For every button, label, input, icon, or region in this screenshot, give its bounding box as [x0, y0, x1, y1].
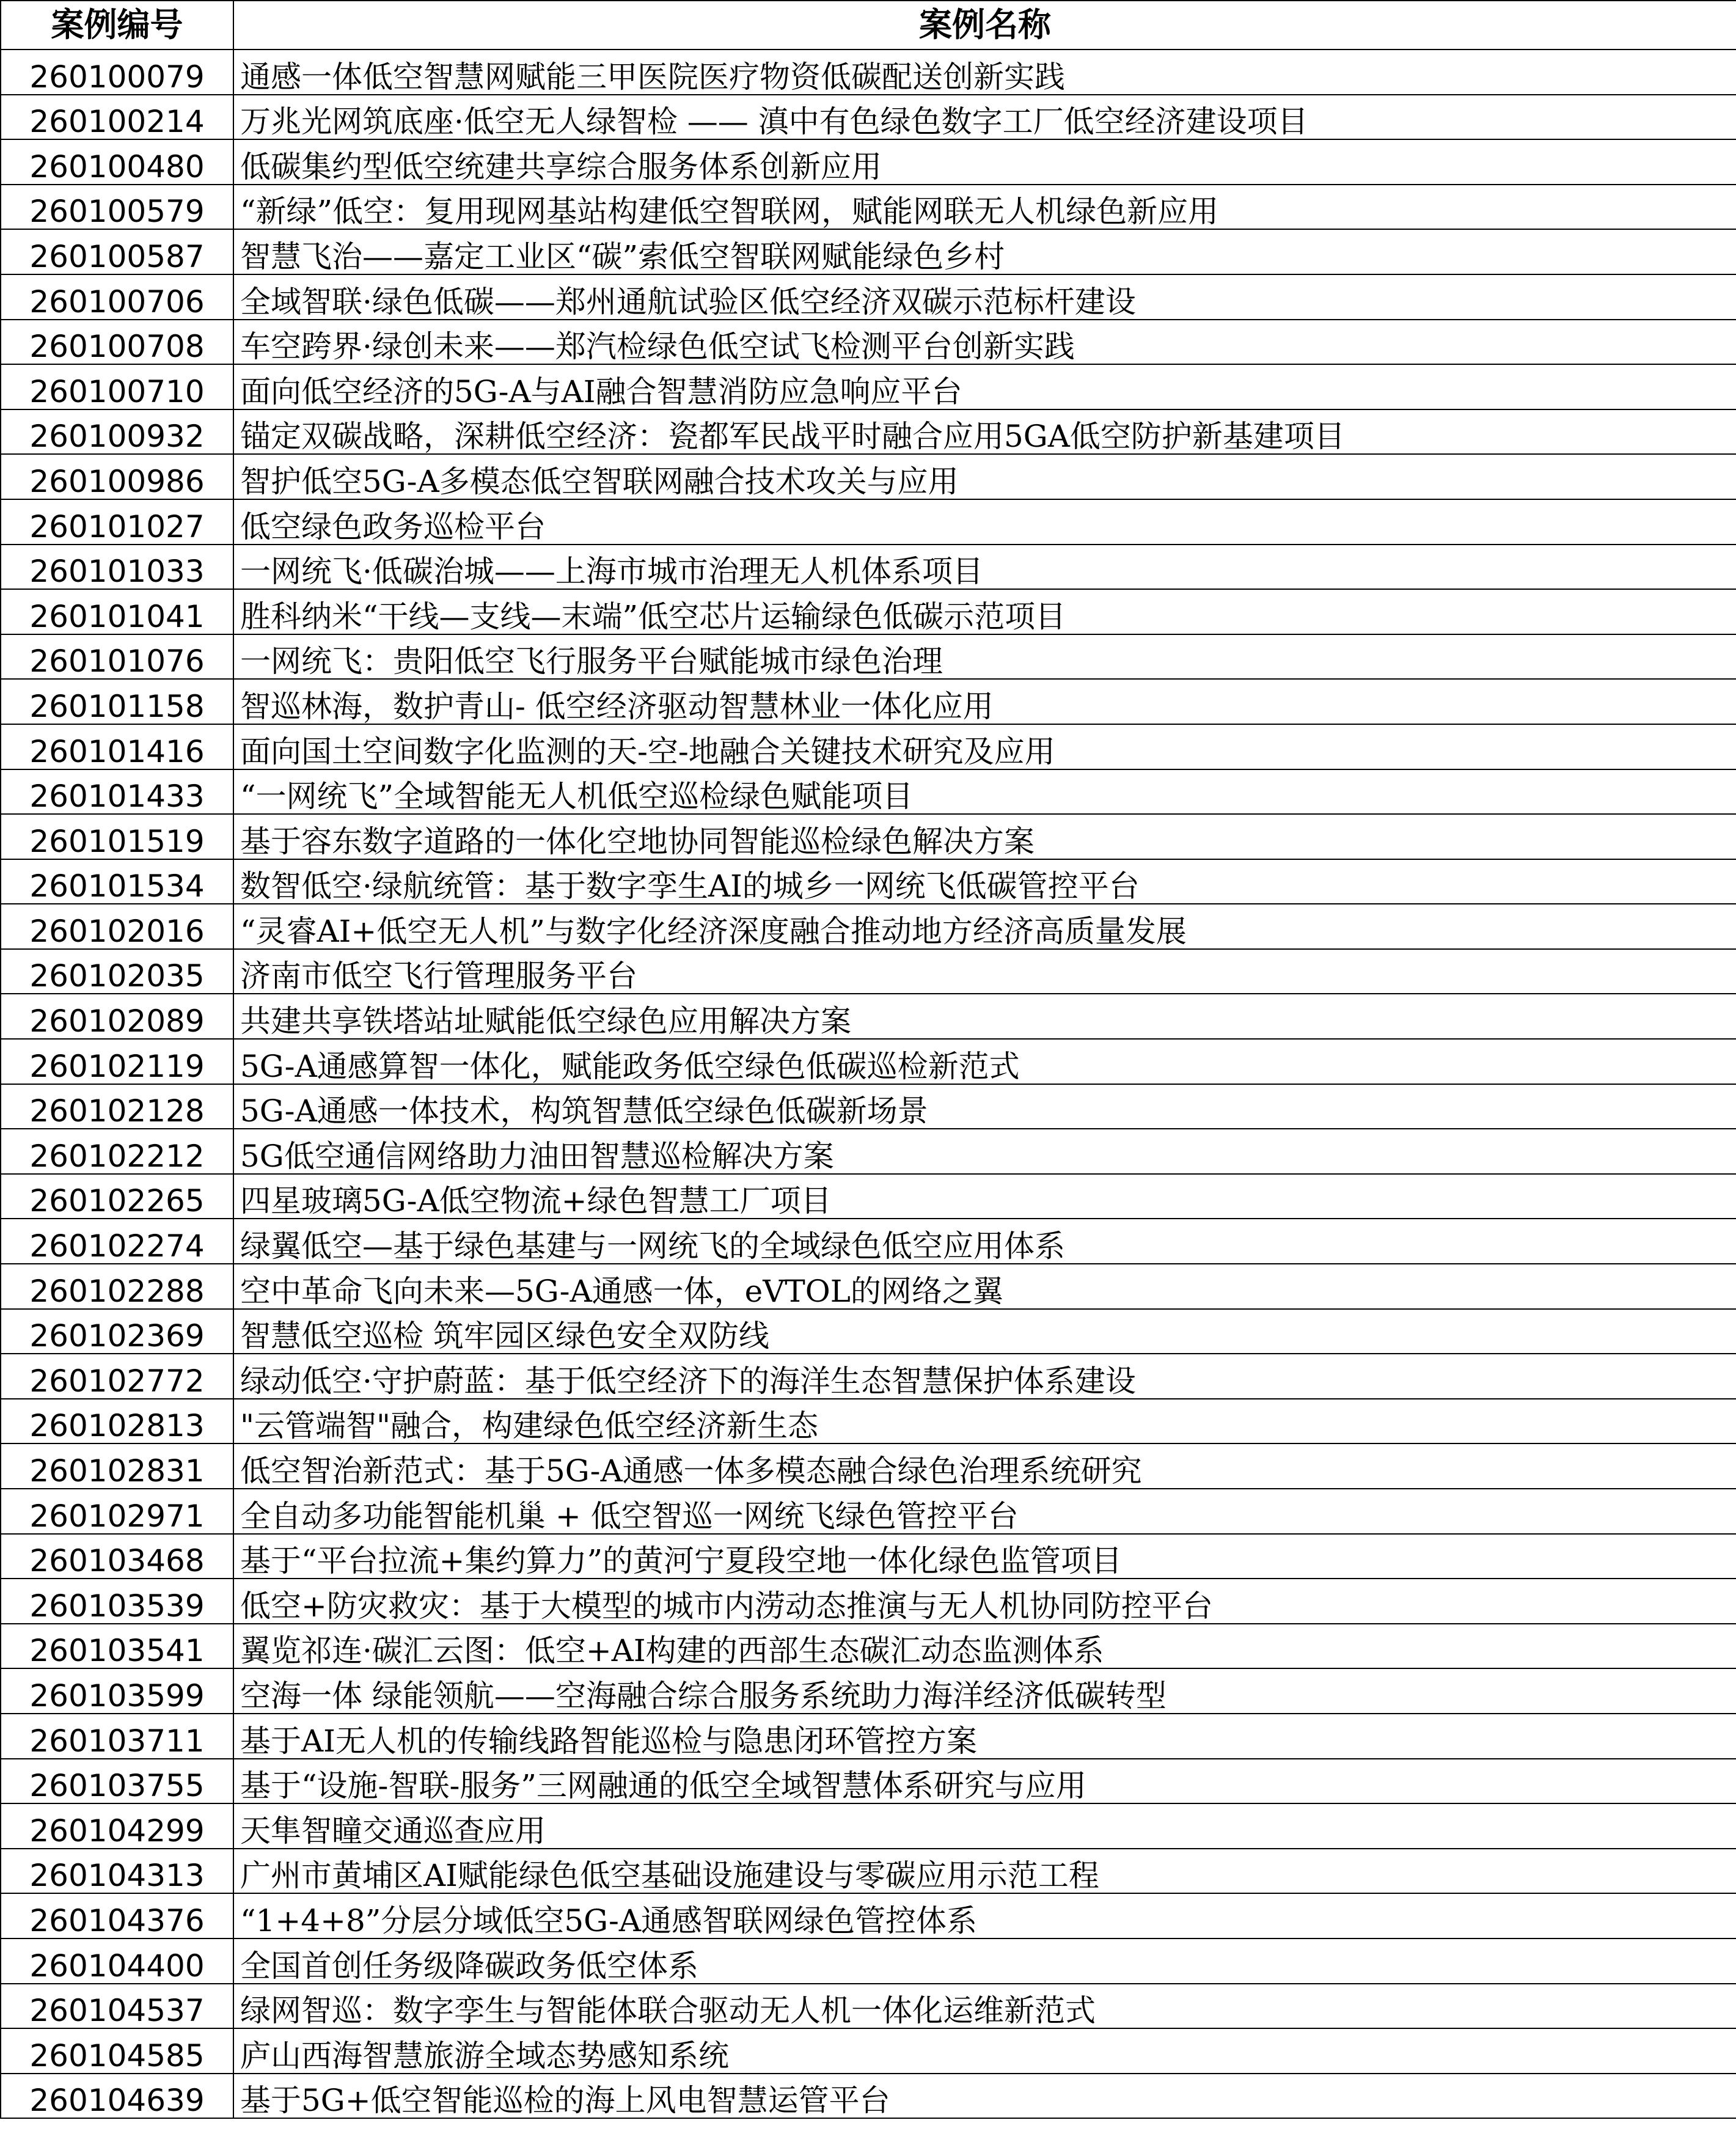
case-id-cell: 260101033 — [1, 545, 233, 590]
case-id-cell: 260103539 — [1, 1579, 233, 1624]
case-id-cell: 260102128 — [1, 1084, 233, 1129]
case-id-cell: 260102212 — [1, 1129, 233, 1174]
table-row — [1, 1354, 1736, 1399]
table-row — [1, 2074, 1736, 2119]
case-name-cell: 绿翼低空—基于绿色基建与一网统飞的全域绿色低空应用体系 — [233, 1219, 1736, 1264]
case-name-cell: 翼览祁连·碳汇云图：低空+AI构建的西部生态碳汇动态监测体系 — [233, 1624, 1736, 1669]
case-name-cell: 面向低空经济的5G-A与AI融合智慧消防应急响应平台 — [233, 364, 1736, 409]
case-id-cell: 260104537 — [1, 1984, 233, 2029]
table-row — [1, 2028, 1736, 2074]
case-name-cell: 基于“平台拉流+集约算力”的黄河宁夏段空地一体化绿色监管项目 — [233, 1534, 1736, 1579]
table-row — [1, 634, 1736, 680]
case-id-cell: 260100214 — [1, 95, 233, 140]
table-row — [1, 949, 1736, 994]
case-name-cell: 车空跨界·绿创未来——郑汽检绿色低空试飞检测平台创新实践 — [233, 320, 1736, 365]
case-id-cell: 260100708 — [1, 320, 233, 365]
case-id-cell: 260102971 — [1, 1489, 233, 1534]
table-row — [1, 1219, 1736, 1264]
table-row — [1, 1039, 1736, 1084]
table-row — [1, 1399, 1736, 1444]
table-row — [1, 1938, 1736, 1984]
case-name-cell: 空海一体 绿能领航——空海融合综合服务系统助力海洋经济低碳转型 — [233, 1668, 1736, 1714]
header-case-id: 案例编号 — [1, 1, 233, 50]
case-name-cell: “新绿”低空：复用现网基站构建低空智联网，赋能网联无人机绿色新应用 — [233, 185, 1736, 230]
case-name-cell: 一网统飞：贵阳低空飞行服务平台赋能城市绿色治理 — [233, 634, 1736, 680]
case-name-cell: 庐山西海智慧旅游全域态势感知系统 — [233, 2028, 1736, 2074]
case-id-cell: 260101027 — [1, 499, 233, 545]
case-name-cell: “一网统飞”全域智能无人机低空巡检绿色赋能项目 — [233, 769, 1736, 815]
table-row — [1, 1579, 1736, 1624]
table-row — [1, 1264, 1736, 1309]
case-id-cell: 260102016 — [1, 904, 233, 949]
table-row — [1, 50, 1736, 95]
table-row — [1, 1489, 1736, 1534]
case-name-cell: 智巡林海，数护青山- 低空经济驱动智慧林业一体化应用 — [233, 679, 1736, 724]
table-row — [1, 1714, 1736, 1759]
table-row — [1, 364, 1736, 409]
case-name-cell: 低碳集约型低空统建共享综合服务体系创新应用 — [233, 139, 1736, 185]
case-id-cell: 260101519 — [1, 814, 233, 859]
table-body — [1, 50, 1736, 2118]
case-name-cell: 5G-A通感一体技术，构筑智慧低空绿色低碳新场景 — [233, 1084, 1736, 1129]
case-name-cell: 5G-A通感算智一体化，赋能政务低空绿色低碳巡检新范式 — [233, 1039, 1736, 1084]
case-name-cell: 5G低空通信网络助力油田智慧巡检解决方案 — [233, 1129, 1736, 1174]
case-name-cell: "云管端智"融合，构建绿色低空经济新生态 — [233, 1399, 1736, 1444]
case-id-cell: 260104400 — [1, 1938, 233, 1984]
case-id-cell: 260102831 — [1, 1443, 233, 1489]
case-id-cell: 260101076 — [1, 634, 233, 680]
table-row — [1, 185, 1736, 230]
case-name-cell: 低空+防灾救灾：基于大模型的城市内涝动态推演与无人机协同防控平台 — [233, 1579, 1736, 1624]
case-id-cell: 260102089 — [1, 994, 233, 1039]
case-id-cell: 260102274 — [1, 1219, 233, 1264]
case-name-cell: 全国首创任务级降碳政务低空体系 — [233, 1938, 1736, 1984]
table-row — [1, 1443, 1736, 1489]
table-row — [1, 904, 1736, 949]
case-name-cell: 胜科纳米“干线—支线—末端”低空芯片运输绿色低碳示范项目 — [233, 589, 1736, 634]
case-id-cell: 260102369 — [1, 1309, 233, 1354]
table-row — [1, 139, 1736, 185]
table-row — [1, 1129, 1736, 1174]
table-row — [1, 1893, 1736, 1938]
case-name-cell: 智慧低空巡检 筑牢园区绿色安全双防线 — [233, 1309, 1736, 1354]
table-row — [1, 1174, 1736, 1219]
case-name-cell: 基于“设施-智联-服务”三网融通的低空全域智慧体系研究与应用 — [233, 1759, 1736, 1804]
table-row — [1, 545, 1736, 590]
case-id-cell: 260101416 — [1, 724, 233, 769]
case-id-cell: 260101433 — [1, 769, 233, 815]
table-row — [1, 1984, 1736, 2029]
table-row — [1, 589, 1736, 634]
table-row — [1, 1084, 1736, 1129]
table-row — [1, 769, 1736, 815]
case-name-cell: 济南市低空飞行管理服务平台 — [233, 949, 1736, 994]
table-row — [1, 229, 1736, 274]
case-id-cell: 260104585 — [1, 2028, 233, 2074]
case-id-cell: 260102265 — [1, 1174, 233, 1219]
table-row — [1, 1759, 1736, 1804]
case-id-cell: 260104313 — [1, 1849, 233, 1894]
table-row — [1, 1849, 1736, 1894]
header-case-name: 案例名称 — [233, 1, 1736, 50]
case-id-cell: 260103468 — [1, 1534, 233, 1579]
table-row — [1, 994, 1736, 1039]
case-id-cell: 260103541 — [1, 1624, 233, 1669]
case-name-cell: 基于5G+低空智能巡检的海上风电智慧运管平台 — [233, 2074, 1736, 2119]
case-id-cell: 260101158 — [1, 679, 233, 724]
case-id-cell: 260100480 — [1, 139, 233, 185]
table-row — [1, 409, 1736, 455]
case-name-cell: 低空智治新范式：基于5G-A通感一体多模态融合绿色治理系统研究 — [233, 1443, 1736, 1489]
case-name-cell: 基于容东数字道路的一体化空地协同智能巡检绿色解决方案 — [233, 814, 1736, 859]
table-row — [1, 859, 1736, 904]
case-name-cell: 广州市黄埔区AI赋能绿色低空基础设施建设与零碳应用示范工程 — [233, 1849, 1736, 1894]
case-name-cell: 天隼智瞳交通巡查应用 — [233, 1803, 1736, 1849]
table-row — [1, 320, 1736, 365]
table-row — [1, 454, 1736, 499]
case-name-cell: 一网统飞·低碳治城——上海市城市治理无人机体系项目 — [233, 545, 1736, 590]
case-name-cell: “灵睿AI+低空无人机”与数字化经济深度融合推动地方经济高质量发展 — [233, 904, 1736, 949]
case-id-cell: 260102288 — [1, 1264, 233, 1309]
table-row — [1, 1668, 1736, 1714]
case-id-cell: 260100706 — [1, 274, 233, 320]
case-name-cell: 全自动多功能智能机巢 + 低空智巡一网统飞绿色管控平台 — [233, 1489, 1736, 1534]
table-row — [1, 499, 1736, 545]
case-id-cell: 260104299 — [1, 1803, 233, 1849]
case-id-cell: 260100579 — [1, 185, 233, 230]
case-id-cell: 260100710 — [1, 364, 233, 409]
table-row — [1, 1309, 1736, 1354]
table-row — [1, 814, 1736, 859]
case-name-cell: “1+4+8”分层分域低空5G-A通感智联网绿色管控体系 — [233, 1893, 1736, 1938]
case-name-cell: 面向国土空间数字化监测的天-空-地融合关键技术研究及应用 — [233, 724, 1736, 769]
table-row — [1, 274, 1736, 320]
table-row — [1, 95, 1736, 140]
case-name-cell: 共建共享铁塔站址赋能低空绿色应用解决方案 — [233, 994, 1736, 1039]
case-id-cell: 260100079 — [1, 50, 233, 95]
table-row — [1, 1534, 1736, 1579]
case-name-cell: 数智低空·绿航统管：基于数字孪生AI的城乡一网统飞低碳管控平台 — [233, 859, 1736, 904]
case-id-cell: 260104639 — [1, 2074, 233, 2119]
case-id-cell: 260103755 — [1, 1759, 233, 1804]
case-id-cell: 260102119 — [1, 1039, 233, 1084]
case-id-cell: 260102035 — [1, 949, 233, 994]
case-name-cell: 通感一体低空智慧网赋能三甲医院医疗物资低碳配送创新实践 — [233, 50, 1736, 95]
case-id-cell: 260100587 — [1, 229, 233, 274]
case-name-cell: 绿网智巡：数字孪生与智能体联合驱动无人机一体化运维新范式 — [233, 1984, 1736, 2029]
case-name-cell: 绿动低空·守护蔚蓝：基于低空经济下的海洋生态智慧保护体系建设 — [233, 1354, 1736, 1399]
table-row — [1, 724, 1736, 769]
case-name-cell: 智护低空5G-A多模态低空智联网融合技术攻关与应用 — [233, 454, 1736, 499]
table-row — [1, 1803, 1736, 1849]
case-id-cell: 260104376 — [1, 1893, 233, 1938]
case-id-cell: 260100932 — [1, 409, 233, 455]
case-name-cell: 基于AI无人机的传输线路智能巡检与隐患闭环管控方案 — [233, 1714, 1736, 1759]
case-name-cell: 低空绿色政务巡检平台 — [233, 499, 1736, 545]
case-name-cell: 万兆光网筑底座·低空无人绿智检 —— 滇中有色绿色数字工厂低空经济建设项目 — [233, 95, 1736, 140]
case-id-cell: 260103599 — [1, 1668, 233, 1714]
case-name-cell: 四星玻璃5G-A低空物流+绿色智慧工厂项目 — [233, 1174, 1736, 1219]
table-row — [1, 1624, 1736, 1669]
case-id-cell: 260102813 — [1, 1399, 233, 1444]
case-id-cell: 260100986 — [1, 454, 233, 499]
case-name-cell: 空中革命飞向未来—5G-A通感一体，eVTOL的网络之翼 — [233, 1264, 1736, 1309]
table-row — [1, 679, 1736, 724]
case-name-cell: 智慧飞治——嘉定工业区“碳”索低空智联网赋能绿色乡村 — [233, 229, 1736, 274]
case-id-cell: 260103711 — [1, 1714, 233, 1759]
case-name-cell: 锚定双碳战略，深耕低空经济：瓷都军民战平时融合应用5GA低空防护新基建项目 — [233, 409, 1736, 455]
case-id-cell: 260101041 — [1, 589, 233, 634]
case-id-cell: 260101534 — [1, 859, 233, 904]
case-name-cell: 全域智联·绿色低碳——郑州通航试验区低空经济双碳示范标杆建设 — [233, 274, 1736, 320]
case-id-cell: 260102772 — [1, 1354, 233, 1399]
header-row — [1, 1, 1736, 50]
